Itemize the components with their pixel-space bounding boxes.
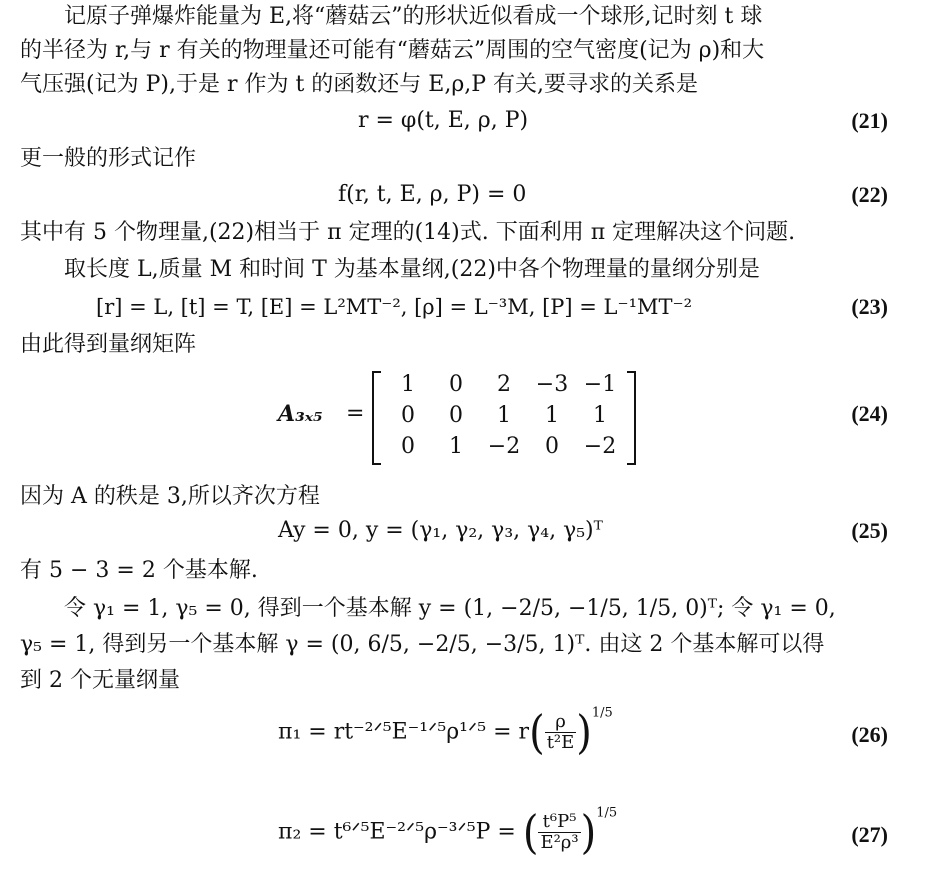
matrix-cell: 0 [401, 403, 415, 428]
matrix-cell: −1 [583, 372, 617, 397]
text-line-11: γ₅ = 1, 得到另一个基本解 γ = (0, 6/5, −2/5, −3/5, 1)ᵀ. 由这 2 个基本解可以得 [20, 632, 825, 657]
equation-27-number: (27) [851, 822, 888, 847]
matrix-cell: 0 [449, 372, 463, 397]
matrix-cell: −2 [487, 434, 521, 459]
equation-26 [20, 705, 932, 768]
matrix-label: A₃ₓ₅ [278, 401, 323, 427]
text-line-9: 有 5 − 3 = 2 个基本解. [20, 558, 258, 583]
equation-21-number: (21) [851, 108, 888, 133]
equation-26-number: (26) [851, 722, 888, 747]
text-line-7: 由此得到量纲矩阵 [20, 332, 197, 357]
matrix-equals: = [346, 401, 365, 426]
fraction-numerator: t⁶P⁵ [538, 812, 580, 833]
equation-27 [20, 805, 932, 870]
matrix-right-bracket [627, 371, 636, 465]
matrix-cell: 1 [449, 434, 463, 459]
equation-25-number: (25) [851, 518, 888, 543]
equation-26-body [278, 705, 613, 759]
equation-21 [20, 106, 932, 140]
equation-27-lhs: π₂ = t⁶ᐟ⁵E⁻²ᐟ⁵ρ⁻³ᐟ⁵P = [278, 819, 516, 845]
matrix-cell: 0 [449, 403, 463, 428]
text-line-1: 记原子弹爆炸能量为 E,将“蘑菇云”的形状近似看成一个球形,记时刻 t 球 [64, 4, 763, 29]
matrix-cell: 1 [497, 403, 511, 428]
fraction-denominator: t²E [546, 732, 575, 753]
equation-23-number: (23) [851, 294, 888, 319]
right-paren: ) [576, 706, 592, 759]
matrix-cell: 2 [497, 372, 511, 397]
text-line-12: 到 2 个无量纲量 [20, 668, 180, 693]
left-paren: ( [522, 806, 539, 859]
fraction-denominator: E²ρ³ [540, 832, 579, 853]
equation-25-body: Ay = 0, y = (γ₁, γ₂, γ₃, γ₄, γ₅)ᵀ [278, 518, 603, 543]
equation-26-lhs: π₁ = rt⁻²ᐟ⁵E⁻¹ᐟ⁵ρ¹ᐟ⁵ = r [278, 719, 530, 745]
equation-23-body: [r] = L, [t] = T, [E] = L²MT⁻², [ρ] = L⁻³M, [P] = L⁻¹MT⁻² [96, 295, 692, 319]
left-paren: ( [529, 706, 545, 759]
text-line-5: 其中有 5 个物理量,(22)相当于 π 定理的(14)式. 下面利用 π 定理解决这个问题. [20, 220, 796, 245]
fraction-numerator: ρ [545, 712, 577, 733]
equation-27-body [278, 805, 618, 859]
equation-27-fraction [538, 812, 580, 853]
equation-24-number: (24) [851, 401, 888, 426]
text-line-4: 更一般的形式记作 [20, 146, 197, 171]
text-line-2: 的半径为 r,与 r 有关的物理量还可能有“蘑菇云”周围的空气密度(记为 ρ)和大 [20, 38, 765, 63]
equation-25 [20, 516, 932, 550]
matrix-cell: 1 [593, 403, 607, 428]
right-paren: ) [580, 806, 597, 859]
text-line-10: 令 γ₁ = 1, γ₅ = 0, 得到一个基本解 y = (1, −2/5, −1/5, 1/5, 0)ᵀ; 令 γ₁ = 0, [64, 596, 836, 621]
equation-22-number: (22) [851, 182, 888, 207]
equation-27-exponent: 1/5 [596, 805, 618, 821]
text-line-3: 气压强(记为 P),于是 r 作为 t 的函数还与 E,ρ,P 有关,要寻求的关系是 [20, 72, 699, 97]
matrix [372, 369, 636, 465]
matrix-left-bracket [372, 371, 381, 465]
matrix-cell: 0 [545, 434, 559, 459]
matrix-cell: −2 [583, 434, 617, 459]
matrix-cell: −3 [535, 372, 569, 397]
equation-23 [20, 292, 932, 326]
matrix-cell: 1 [545, 403, 559, 428]
equation-26-fraction [545, 712, 577, 753]
equation-24 [20, 367, 932, 467]
text-line-6: 取长度 L,质量 M 和时间 T 为基本量纲,(22)中各个物理量的量纲分别是 [64, 257, 760, 282]
matrix-cell: 0 [401, 434, 415, 459]
equation-21-body: r = φ(t, E, ρ, P) [358, 108, 529, 133]
text-line-8: 因为 A 的秩是 3,所以齐次方程 [20, 484, 320, 509]
equation-22 [20, 180, 932, 214]
equation-22-body: f(r, t, E, ρ, P) = 0 [338, 182, 527, 207]
matrix-grid [384, 369, 624, 462]
equation-26-exponent: 1/5 [591, 705, 613, 721]
matrix-cell: 1 [401, 372, 415, 397]
